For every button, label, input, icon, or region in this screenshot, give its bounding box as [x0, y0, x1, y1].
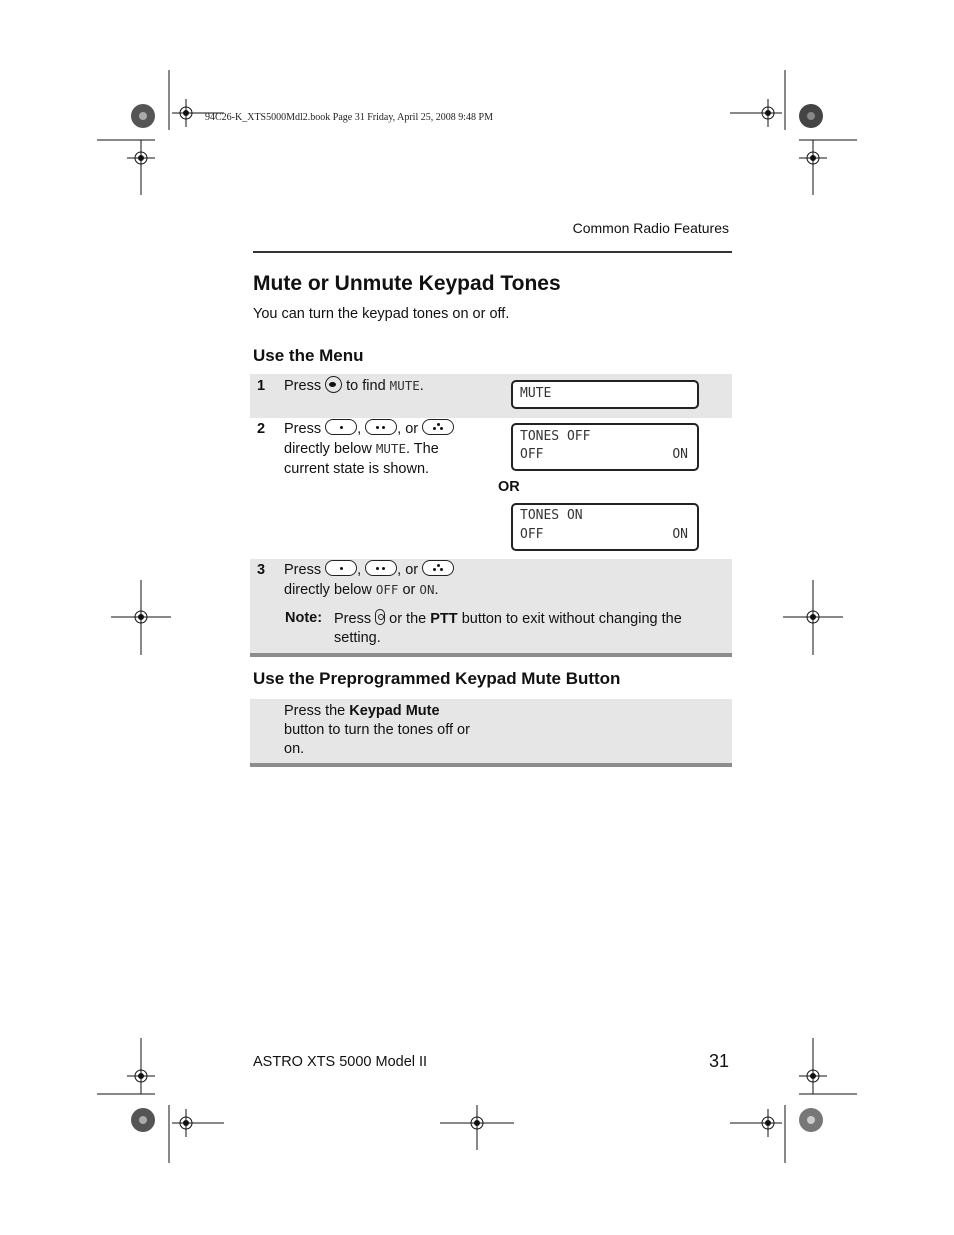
button-heading: Use the Preprogrammed Keypad Mute Button	[253, 669, 621, 688]
page-number: 31	[708, 1051, 729, 1071]
or-label: OR	[498, 479, 520, 495]
nav-key-icon	[325, 376, 342, 393]
softkey-2-icon	[365, 419, 397, 435]
print-info: 94C26-K_XTS5000Mdl2.book Page 31 Friday, April 25, 2008 9:48 PM	[205, 112, 493, 123]
note-label: Note:	[285, 610, 323, 626]
step-row-1	[250, 374, 732, 418]
step-text: Press , , or directly below MUTE. The current state is shown.	[284, 419, 454, 479]
menu-item-label: MUTE	[389, 378, 420, 393]
softkey-3-icon	[422, 560, 454, 576]
button-text: Press the Keypad Mute button to turn the tones off or on.	[284, 703, 470, 757]
step-number: 3	[257, 562, 266, 578]
table-bottom-rule	[250, 763, 732, 767]
footer-model: ASTRO XTS 5000 Model II	[253, 1054, 428, 1070]
running-header: Common Radio Features	[572, 220, 729, 236]
step-number: 1	[257, 378, 266, 394]
step-number: 2	[257, 421, 266, 437]
table-bottom-rule	[250, 653, 732, 657]
display-mute: MUTE	[511, 380, 699, 409]
step-text: Press , , or directly below OFF or ON.	[284, 560, 454, 600]
note-text: Press or the PTT button to exit without changing the setting.	[334, 611, 682, 646]
softkey-3-icon	[422, 419, 454, 435]
step-row-2	[250, 418, 732, 559]
softkey-2-icon	[365, 560, 397, 576]
menu-heading: Use the Menu	[253, 346, 364, 365]
display-tones-on: TONES ON OFF ON	[511, 503, 699, 551]
softkey-1-icon	[325, 560, 357, 576]
step-row-3	[250, 559, 732, 653]
home-key-icon	[375, 609, 385, 625]
header-rule	[253, 251, 732, 253]
page-title: Mute or Unmute Keypad Tones	[253, 272, 561, 295]
intro-text: You can turn the keypad tones on or off.	[253, 306, 510, 322]
display-tones-off: TONES OFF OFF ON	[511, 423, 699, 471]
step-text: Press to find MUTE.	[284, 378, 424, 394]
softkey-1-icon	[325, 419, 357, 435]
button-row	[250, 699, 732, 763]
